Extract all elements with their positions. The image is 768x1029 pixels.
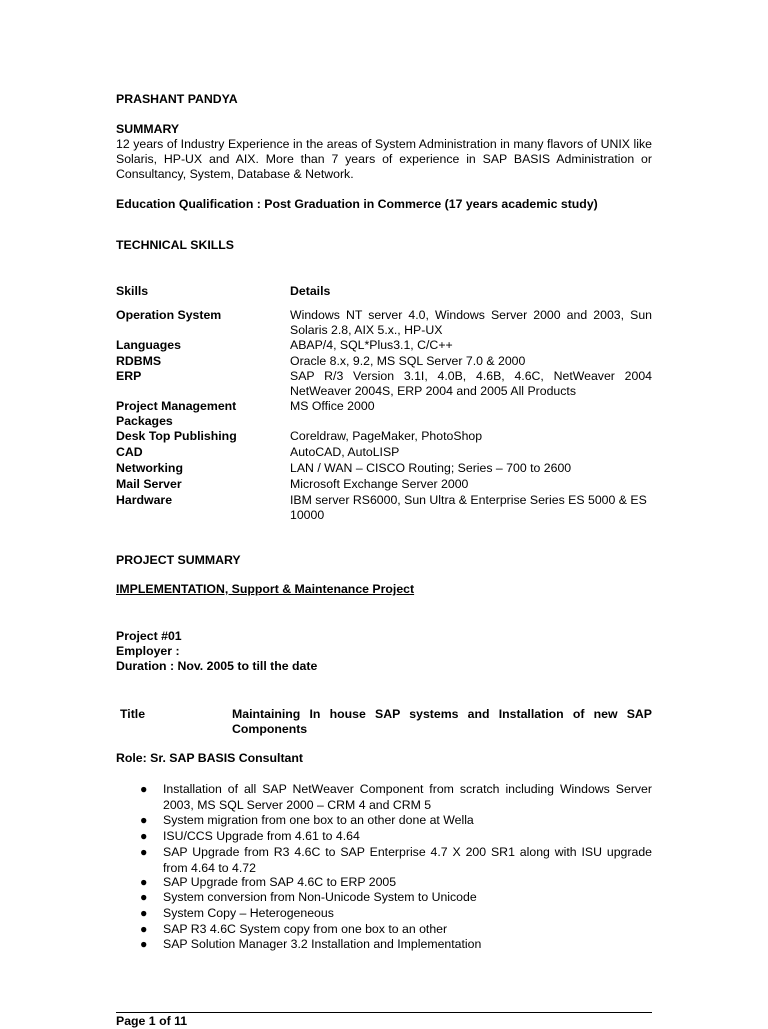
skill-name: Project Management Packages [116, 399, 237, 428]
skill-name: Operation System [116, 308, 222, 322]
skill-name: Desk Top Publishing [116, 429, 237, 443]
skill-detail: Oracle 8.x, 9.2, MS SQL Server 7.0 & 2000 [290, 354, 526, 368]
task-item: System conversion from Non-Unicode System to Unicode [163, 890, 477, 904]
skill-detail: SAP R/3 Version 3.1I, 4.0B, 4.6B, 4.6C, NetWeaver 2004 NetWeaver 2004S, ERP 2004 and 2005 All Products [290, 369, 652, 398]
task-item: SAP Upgrade from SAP 4.6C to ERP 2005 [163, 875, 397, 889]
page-number: Page 1 of 11 [116, 1014, 188, 1028]
skill-name: ERP [116, 369, 142, 383]
skill-name: Networking [116, 461, 183, 475]
skill-detail: ABAP/4, SQL*Plus3.1, C/C++ [290, 338, 453, 352]
skill-name: Mail Server [116, 477, 182, 491]
bullet-icon: ● [140, 829, 148, 843]
education-qualification: Education Qualification : Post Graduation in Commerce (17 years academic study) [116, 197, 598, 211]
task-item: System migration from one box to an other done at Wella [163, 813, 474, 827]
bullet-icon: ● [140, 922, 148, 936]
skill-detail: Coreldraw, PageMaker, PhotoShop [290, 429, 483, 443]
details-column-header: Details [290, 284, 331, 298]
task-item: SAP Solution Manager 3.2 Installation and Implementation [163, 937, 482, 951]
project-employer: Employer : [116, 644, 180, 658]
skill-name: Hardware [116, 493, 173, 507]
skill-detail: LAN / WAN – CISCO Routing; Series – 700 to 2600 [290, 461, 572, 475]
technical-skills-heading: TECHNICAL SKILLS [116, 238, 234, 252]
summary-heading: SUMMARY [116, 122, 180, 136]
footer-rule [116, 1012, 652, 1013]
bullet-icon: ● [140, 813, 148, 827]
bullet-icon: ● [140, 782, 148, 796]
bullet-icon: ● [140, 890, 148, 904]
skill-detail: Windows NT server 4.0, Windows Server 2000 and 2003, Sun Solaris 2.8, AIX 5.x., HP-UX [290, 308, 652, 337]
project-duration: Duration : Nov. 2005 to till the date [116, 659, 318, 673]
task-item: SAP R3 4.6C System copy from one box to an other [163, 922, 448, 936]
task-item: Installation of all SAP NetWeaver Component from scratch including Windows Server 2003, MS SQL Server 2000 – CRM 4 and CRM 5 [163, 782, 652, 812]
skill-name: CAD [116, 445, 143, 459]
project-summary-heading: PROJECT SUMMARY [116, 553, 241, 567]
skill-name: Languages [116, 338, 181, 352]
task-item: SAP Upgrade from R3 4.6C to SAP Enterprise 4.7 X 200 SR1 along with ISU upgrade from 4.64 to 4.72 [163, 845, 652, 875]
project-summary-subheading: IMPLEMENTATION, Support & Maintenance Project [116, 582, 415, 596]
skill-detail: AutoCAD, AutoLISP [290, 445, 400, 459]
skill-detail: Microsoft Exchange Server 2000 [290, 477, 469, 491]
skill-name: RDBMS [116, 354, 162, 368]
bullet-icon: ● [140, 875, 148, 889]
skills-column-header: Skills [116, 284, 149, 298]
candidate-name: PRASHANT PANDYA [116, 92, 238, 106]
project-title-value: Maintaining In house SAP systems and Installation of new SAP Components [232, 707, 652, 736]
project-title-label: Title [120, 707, 146, 721]
task-item: System Copy – Heterogeneous [163, 906, 334, 920]
project-role: Role: Sr. SAP BASIS Consultant [116, 751, 303, 765]
bullet-icon: ● [140, 845, 148, 859]
skill-detail: MS Office 2000 [290, 399, 375, 413]
bullet-icon: ● [140, 906, 148, 920]
bullet-icon: ● [140, 937, 148, 951]
summary-text: 12 years of Industry Experience in the areas of System Administration in many flavors of UNIX like Solaris, HP-UX and AIX. More than 7 years of experience in SAP BASIS Administration or Consultancy, System, Database & Network. [116, 137, 652, 181]
task-item: ISU/CCS Upgrade from 4.61 to 4.64 [163, 829, 360, 843]
skill-detail: IBM server RS6000, Sun Ultra & Enterprise Series ES 5000 & ES 10000 [290, 493, 647, 522]
project-number: Project #01 [116, 629, 182, 643]
